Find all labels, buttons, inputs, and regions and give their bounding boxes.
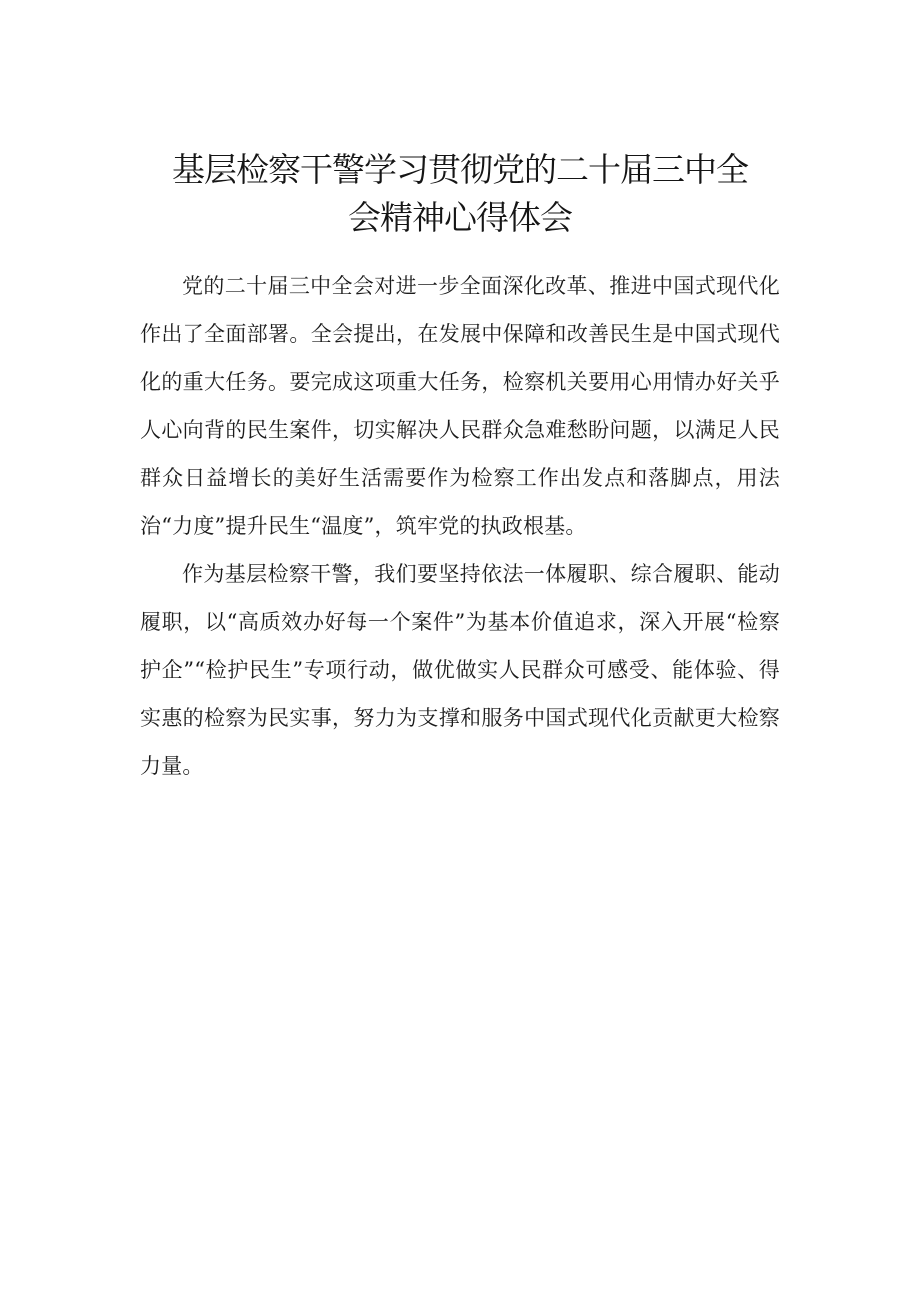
- document-title-line-2: 会精神心得体会: [348, 198, 572, 237]
- body-paragraph-1: 党的二十届三中全会对进一步全面深化改革、推进中国式现代化作出了全面部署。全会提出，在发展中保障和改善民生是中国式现代化的重大任务。要完成这项重大任务，检察机关要用心用情办好关乎人心向背的民生案件，切实解决人民群众急难愁盼问题，以满足人民群众日益增长的美好生活需要作为检察工作出发点和落脚点，用法治“力度”提升民生“温度”，筑牢党的执政根基。: [140, 274, 780, 538]
- document-body: [140, 262, 780, 790]
- body-paragraph-2: 作为基层检察干警，我们要坚持依法一体履职、综合履职、能动履职，以“高质效办好每一个案件”为基本价值追求，深入开展“检察护企”“检护民生”专项行动，做优做实人民群众可感受、能体验、得实惠的检察为民实事，努力为支撑和服务中国式现代化贡献更大检察力量。: [140, 562, 780, 778]
- document-title: [140, 146, 780, 242]
- document-title-line-1: 基层检察干警学习贯彻党的二十届三中全: [172, 150, 748, 189]
